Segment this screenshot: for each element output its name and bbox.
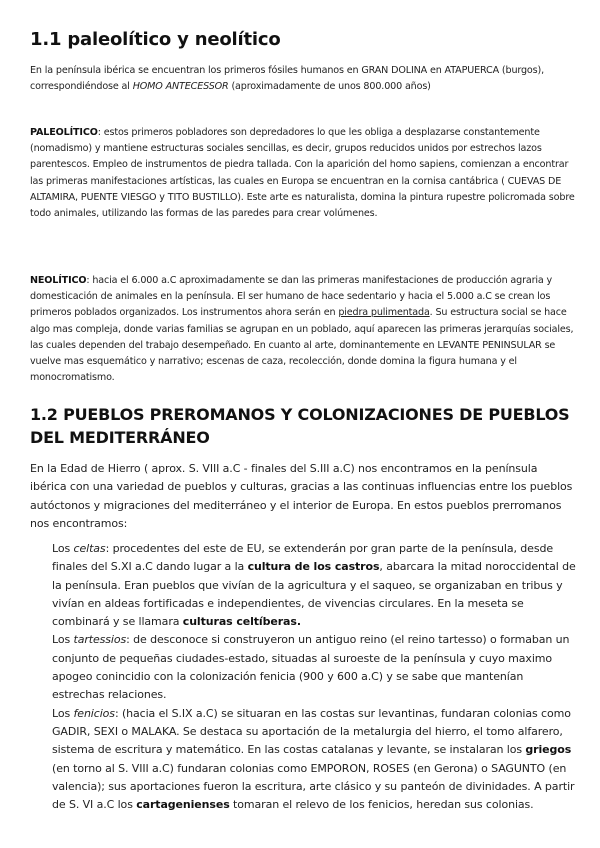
paleolitico-text: : estos primeros pobladores son depredadores lo que les obliga a desplazarse constantemente (nomadismo) y mantiene estructuras sociales sencillas, es decir, grupos reducidos unidos por estrechos lazos parentescos. Empleo de instrumentos de piedra tallada. Con la aparición del homo sapiens, comienzan a encontrar las primeras manifestaciones artísticas, las cuales en Europa se encuentran en la cornisa cantábrica ( CUEVAS DE ALTAMIRA, PUENTE VIESGO y TITO BUSTILLO). Este arte es naturalista, domina la pintura rupestre policromada sobre todo animales, utilizando las formas de las paredes para crear volúmenes. [30, 127, 575, 220]
celtas-paragraph [52, 540, 577, 631]
cultura-castros: cultura de los castros [247, 560, 380, 574]
neolitico-text-2: . Su estructura social se hace algo mas compleja, donde varias familias se agrupan en un poblado, aquí aparecen las primeras jerarquías sociales, las cuales dependen del trabajo desempeñado. En cuanto al arte, dominantemente en LEVANTE PENINSULAR se vuelve mas esquemático y narrativo; escenas de caza, recolección, donde domina la figura humana y el monocromatismo. [30, 307, 574, 384]
fenicios-text-1: Los [52, 706, 74, 720]
section-2-title: 1.2 PUEBLOS PREROMANOS Y COLONIZACIONES DE PUEBLOS DEL MEDITERRÁNEO [30, 405, 570, 447]
neolitico-underlined-term: piedra pulimentada [338, 307, 430, 319]
pueblos-list [52, 540, 577, 814]
section-1-title: 1.1 paleolítico y neolítico [30, 29, 281, 50]
celtas-text-2: : procedentes del este de EU, se extenderán por gran parte de la península, desde finales del S.XI a.C dando lugar a la [52, 542, 554, 574]
neolitico-label: NEOLÍTICO [30, 275, 87, 286]
fenicios-text-2: : (hacia el S.IX a.C) se situaran en las costas sur levantinas, fundaran colonias como GADIR, SEXI o MALAKA. Se destaca su aportación de la metalurgia del hierro, el tomo alfarero, sistema de escritura y matemático. En las costas catalanas y levante, se instalaran los [52, 706, 571, 757]
intro-homo-antecessor: HOMO ANTECESSOR [132, 81, 229, 93]
fenicios-paragraph [52, 705, 577, 815]
fenicios-text-3: (en torno al S. VIII a.C) fundaran colonias como EMPORON, ROSES (en Gerona) o SAGUNTO (en valencia); sus aportaciones fueron la escritura, arte clásico y su panteón de divinidades. A partir de S. VI a.C los [52, 761, 575, 812]
celtas-text-1: Los [52, 542, 74, 555]
neolitico-paragraph [30, 273, 575, 386]
culturas-celtiberas: culturas celtíberas. [182, 615, 301, 629]
fenicios-text-4: tomaran el relevo de los fenicios, heredan sus colonias. [229, 798, 534, 812]
neolitico-text-1: : hacia el 6.000 a.C aproximadamente se dan las primeras manifestaciones de producción agraria y domesticación de animales en la península. El ser humano de hace sedentario y hacia el 5.000 a.C se crean los primeros poblados organizados. Los instrumentos ahora serán en [30, 275, 553, 319]
fenicios-term: fenicios [73, 706, 115, 720]
intro-paragraph [30, 63, 575, 95]
tartessios-text-1: Los [52, 633, 74, 647]
intro-text-1: En la península ibérica se encuentran los primeros fósiles humanos en GRAN DOLINA en ATAPUERCA (burgos), correspondiéndose al [30, 65, 544, 93]
cartagenienses-term: cartagenienses [136, 798, 230, 812]
tartessios-term: tartessios [73, 633, 127, 647]
celtas-term: celtas [73, 542, 106, 555]
griegos-term: griegos [525, 743, 572, 757]
edad-hierro-paragraph: En la Edad de Hierro ( aprox. S. VIII a.C - finales del S.III a.C) nos encontramos en la península ibérica con una variedad de pueblos y culturas, gracias a las continuas influencias entre los pueblos autóctonos y migraciones del mediterráneo y el interior de Europa. En estos pueblos prerromanos nos encontramos: [30, 462, 573, 530]
tartessios-paragraph [52, 631, 577, 704]
intro-text-2: (aproximadamente de unos 800.000 años) [228, 81, 431, 93]
celtas-text-3: , abarcara la mitad noroccidental de la península. Eran pueblos que vivían de la agricultura y el saqueo, se organizaban en tribus y vivían en aldeas fortificadas e independientes, de vivencias circulares. En la meseta se combinará y se llamara [52, 560, 576, 629]
paleolitico-label: PALEOLÍTICO [30, 127, 98, 138]
tartessios-text-2: : de desconoce si construyeron un antiguo reino (el reino tartesso) o formaban un conjunto de pequeñas ciudades-estado, situadas al suroeste de la península y cuyo maximo apogeo conincidio con la colonización fenicia (900 y 600 a.C) y se sabe que mantenían estrechas relaciones. [52, 633, 570, 702]
paleolitico-paragraph [30, 125, 575, 222]
